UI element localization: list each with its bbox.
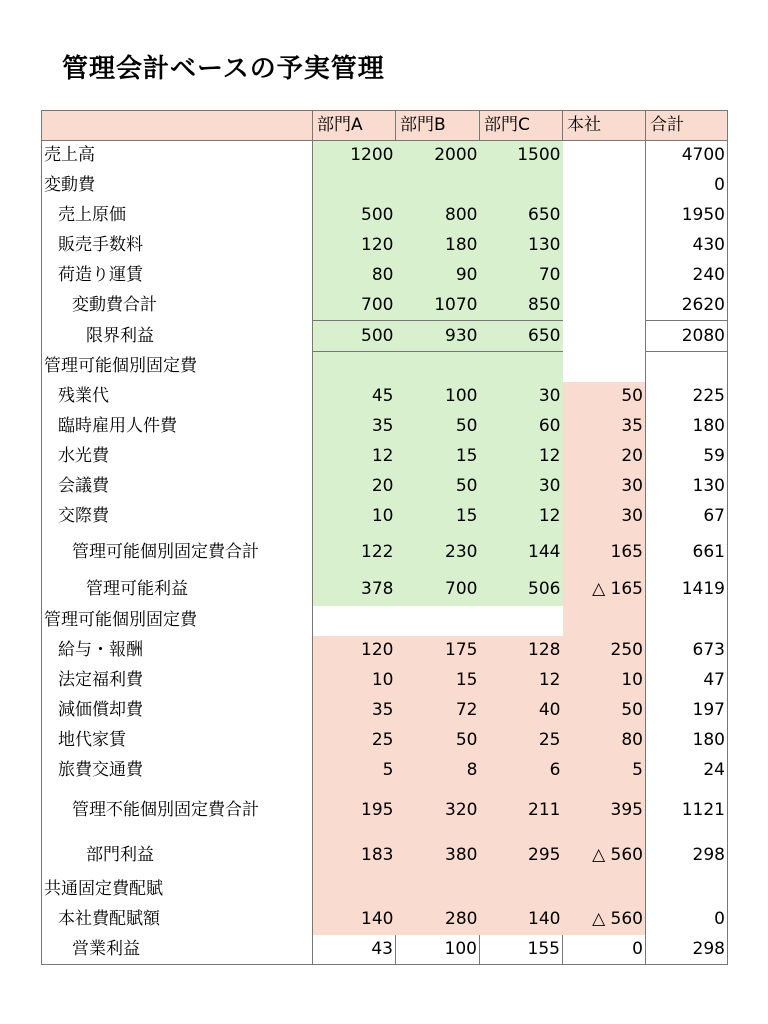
cell-total: 67 xyxy=(646,502,728,532)
cell-dept-b: 1070 xyxy=(396,291,480,321)
cell-dept-b: 320 xyxy=(396,786,480,836)
cell-total: 4700 xyxy=(646,141,728,171)
cell-dept-c: 30 xyxy=(480,382,563,412)
cell-dept-b: 180 xyxy=(396,231,480,261)
cell-dept-b: 8 xyxy=(396,756,480,786)
row-label: 売上原価 xyxy=(42,201,313,231)
cell-dept-a: 35 xyxy=(313,696,396,726)
cell-dept-a: 378 xyxy=(313,574,396,606)
cell-total: 130 xyxy=(646,472,728,502)
cell-dept-c xyxy=(480,171,563,201)
cell-dept-a xyxy=(313,352,396,382)
cell-dept-a xyxy=(313,875,396,905)
cell-dept-b: 2000 xyxy=(396,141,480,171)
cell-dept-a: 25 xyxy=(313,726,396,756)
table-row xyxy=(42,442,728,472)
header-dept-c: 部門C xyxy=(480,111,563,141)
cell-head-office xyxy=(563,231,646,261)
header-total: 合計 xyxy=(646,111,728,141)
cell-dept-b: 700 xyxy=(396,574,480,606)
cell-head-office xyxy=(563,875,646,905)
row-label: 限界利益 xyxy=(42,321,313,352)
cell-dept-a: 12 xyxy=(313,442,396,472)
table-row xyxy=(42,726,728,756)
cell-head-office: 30 xyxy=(563,502,646,532)
header-dept-b: 部門B xyxy=(396,111,480,141)
cell-head-office xyxy=(563,261,646,291)
cell-total: 2620 xyxy=(646,291,728,321)
cell-dept-b: 100 xyxy=(396,935,480,965)
row-label: 旅費交通費 xyxy=(42,756,313,786)
cell-dept-a: 35 xyxy=(313,412,396,442)
cell-dept-b: 230 xyxy=(396,532,480,574)
cell-dept-c xyxy=(480,352,563,382)
cell-total: 673 xyxy=(646,636,728,666)
cell-dept-c: 650 xyxy=(480,321,563,352)
cell-dept-c: 30 xyxy=(480,472,563,502)
table-row xyxy=(42,382,728,412)
cell-dept-c: 128 xyxy=(480,636,563,666)
cell-total xyxy=(646,875,728,905)
row-label: 地代家賃 xyxy=(42,726,313,756)
cell-dept-b xyxy=(396,875,480,905)
row-label: 共通固定費配賦 xyxy=(42,875,313,905)
cell-head-office: △ 560 xyxy=(563,836,646,875)
table-row xyxy=(42,231,728,261)
cell-total: 2080 xyxy=(646,321,728,352)
row-label: 販売手数料 xyxy=(42,231,313,261)
cell-dept-b: 930 xyxy=(396,321,480,352)
cell-dept-b: 72 xyxy=(396,696,480,726)
table-row xyxy=(42,905,728,935)
cell-total: 298 xyxy=(646,935,728,965)
table-row xyxy=(42,696,728,726)
table-row xyxy=(42,502,728,532)
cell-dept-a: 1200 xyxy=(313,141,396,171)
row-label: 変動費 xyxy=(42,171,313,201)
cell-dept-c: 60 xyxy=(480,412,563,442)
table-row xyxy=(42,171,728,201)
cell-dept-c: 506 xyxy=(480,574,563,606)
cell-total xyxy=(646,606,728,636)
cell-dept-b: 50 xyxy=(396,472,480,502)
table-row xyxy=(42,201,728,231)
cell-total: 0 xyxy=(646,171,728,201)
cell-total: 298 xyxy=(646,836,728,875)
table-row xyxy=(42,756,728,786)
header-row xyxy=(42,111,728,141)
cell-dept-c: 70 xyxy=(480,261,563,291)
cell-dept-c: 295 xyxy=(480,836,563,875)
cell-dept-b: 15 xyxy=(396,666,480,696)
header-head-office: 本社 xyxy=(563,111,646,141)
table-row xyxy=(42,636,728,666)
cell-total: 430 xyxy=(646,231,728,261)
cell-dept-b: 175 xyxy=(396,636,480,666)
cell-dept-c: 144 xyxy=(480,532,563,574)
cell-head-office: 50 xyxy=(563,382,646,412)
cell-total: 197 xyxy=(646,696,728,726)
cell-dept-c: 12 xyxy=(480,666,563,696)
row-label: 管理不能個別固定費合計 xyxy=(42,786,313,836)
cell-dept-a: 10 xyxy=(313,502,396,532)
cell-head-office: 5 xyxy=(563,756,646,786)
cell-total: 59 xyxy=(646,442,728,472)
cell-head-office: 20 xyxy=(563,442,646,472)
cell-dept-a: 120 xyxy=(313,231,396,261)
cell-dept-c: 25 xyxy=(480,726,563,756)
cell-head-office xyxy=(563,352,646,382)
cell-total: 661 xyxy=(646,532,728,574)
cell-head-office: 0 xyxy=(563,935,646,965)
cell-head-office xyxy=(563,291,646,321)
cell-total: 1950 xyxy=(646,201,728,231)
cell-total: 240 xyxy=(646,261,728,291)
cell-dept-a: 45 xyxy=(313,382,396,412)
cell-dept-b: 100 xyxy=(396,382,480,412)
cell-dept-b: 50 xyxy=(396,412,480,442)
cell-dept-b: 280 xyxy=(396,905,480,935)
row-label: 変動費合計 xyxy=(42,291,313,321)
cell-head-office: 30 xyxy=(563,472,646,502)
cell-dept-b xyxy=(396,171,480,201)
header-dept-a: 部門A xyxy=(313,111,396,141)
row-label: 売上高 xyxy=(42,141,313,171)
cell-dept-b: 15 xyxy=(396,442,480,472)
table-row xyxy=(42,836,728,875)
cell-dept-a: 195 xyxy=(313,786,396,836)
cell-dept-c: 1500 xyxy=(480,141,563,171)
row-label: 交際費 xyxy=(42,502,313,532)
cell-dept-a: 700 xyxy=(313,291,396,321)
cell-head-office xyxy=(563,606,646,636)
cell-dept-b: 380 xyxy=(396,836,480,875)
cell-dept-b xyxy=(396,352,480,382)
cell-head-office: △ 165 xyxy=(563,574,646,606)
table-row xyxy=(42,666,728,696)
budget-actual-table xyxy=(41,110,728,965)
row-label: 減価償却費 xyxy=(42,696,313,726)
cell-dept-c: 650 xyxy=(480,201,563,231)
row-label: 給与・報酬 xyxy=(42,636,313,666)
cell-dept-a: 500 xyxy=(313,201,396,231)
table-row xyxy=(42,321,728,352)
cell-dept-a: 500 xyxy=(313,321,396,352)
cell-dept-c: 850 xyxy=(480,291,563,321)
table-row xyxy=(42,352,728,382)
table-row xyxy=(42,412,728,442)
row-label: 部門利益 xyxy=(42,836,313,875)
cell-total: 1419 xyxy=(646,574,728,606)
cell-head-office xyxy=(563,201,646,231)
cell-total: 1121 xyxy=(646,786,728,836)
cell-dept-c: 12 xyxy=(480,502,563,532)
cell-dept-c xyxy=(480,875,563,905)
cell-dept-a: 122 xyxy=(313,532,396,574)
cell-dept-b: 90 xyxy=(396,261,480,291)
cell-total: 180 xyxy=(646,726,728,756)
table-row xyxy=(42,606,728,636)
cell-head-office: 165 xyxy=(563,532,646,574)
cell-total: 225 xyxy=(646,382,728,412)
table-row xyxy=(42,574,728,606)
cell-dept-a: 80 xyxy=(313,261,396,291)
cell-dept-c: 211 xyxy=(480,786,563,836)
row-label: 法定福利費 xyxy=(42,666,313,696)
table-row xyxy=(42,472,728,502)
table-row xyxy=(42,532,728,574)
row-label: 本社費配賦額 xyxy=(42,905,313,935)
cell-dept-c: 140 xyxy=(480,905,563,935)
cell-total: 47 xyxy=(646,666,728,696)
cell-dept-a: 120 xyxy=(313,636,396,666)
cell-head-office: 80 xyxy=(563,726,646,756)
cell-head-office xyxy=(563,321,646,352)
table-row xyxy=(42,261,728,291)
table-row xyxy=(42,291,728,321)
row-label: 残業代 xyxy=(42,382,313,412)
cell-dept-c: 155 xyxy=(480,935,563,965)
row-label: 管理可能個別固定費 xyxy=(42,606,313,636)
cell-dept-a: 183 xyxy=(313,836,396,875)
cell-dept-a: 140 xyxy=(313,905,396,935)
row-label: 会議費 xyxy=(42,472,313,502)
cell-dept-b: 15 xyxy=(396,502,480,532)
cell-dept-a xyxy=(313,171,396,201)
cell-dept-b: 800 xyxy=(396,201,480,231)
table-row xyxy=(42,786,728,836)
cell-dept-a: 43 xyxy=(313,935,396,965)
table-row xyxy=(42,875,728,905)
cell-dept-c: 12 xyxy=(480,442,563,472)
cell-total: 0 xyxy=(646,905,728,935)
cell-dept-b xyxy=(396,606,480,636)
cell-head-office xyxy=(563,171,646,201)
cell-dept-c: 6 xyxy=(480,756,563,786)
row-label: 管理可能個別固定費合計 xyxy=(42,532,313,574)
cell-dept-c: 130 xyxy=(480,231,563,261)
table-row xyxy=(42,935,728,965)
row-label: 営業利益 xyxy=(42,935,313,965)
row-label: 荷造り運賃 xyxy=(42,261,313,291)
row-label: 管理可能利益 xyxy=(42,574,313,606)
header-label-cell xyxy=(42,111,313,141)
cell-head-office: 395 xyxy=(563,786,646,836)
cell-dept-a xyxy=(313,606,396,636)
cell-total: 180 xyxy=(646,412,728,442)
cell-total xyxy=(646,352,728,382)
cell-dept-a: 20 xyxy=(313,472,396,502)
row-label: 臨時雇用人件費 xyxy=(42,412,313,442)
row-label: 管理可能個別固定費 xyxy=(42,352,313,382)
cell-dept-a: 5 xyxy=(313,756,396,786)
cell-head-office: 50 xyxy=(563,696,646,726)
cell-head-office: △ 560 xyxy=(563,905,646,935)
cell-dept-c: 40 xyxy=(480,696,563,726)
cell-dept-a: 10 xyxy=(313,666,396,696)
table-row xyxy=(42,141,728,171)
cell-dept-b: 50 xyxy=(396,726,480,756)
cell-total: 24 xyxy=(646,756,728,786)
cell-head-office xyxy=(563,141,646,171)
cell-head-office: 10 xyxy=(563,666,646,696)
cell-head-office: 35 xyxy=(563,412,646,442)
cell-dept-c xyxy=(480,606,563,636)
page-title: 管理会計ベースの予実管理 xyxy=(62,54,385,84)
cell-head-office: 250 xyxy=(563,636,646,666)
row-label: 水光費 xyxy=(42,442,313,472)
